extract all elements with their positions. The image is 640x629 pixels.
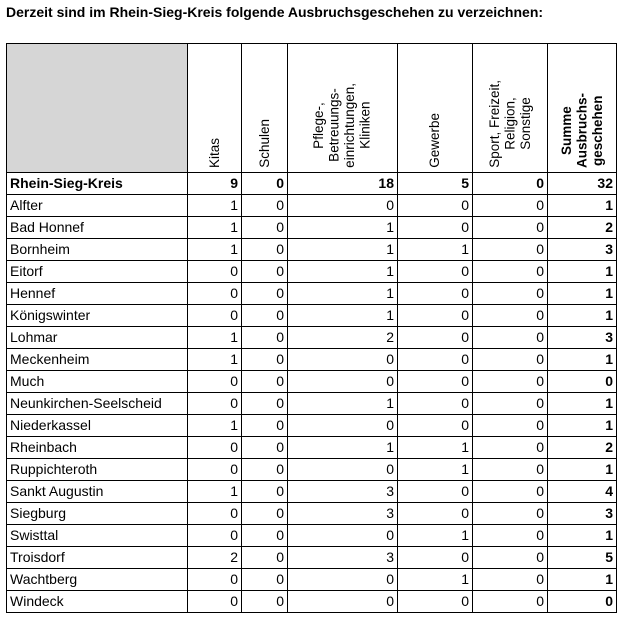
sum-cell: 4	[548, 481, 617, 503]
value-cell: 0	[398, 481, 473, 503]
row-name-cell: Swisttal	[7, 525, 188, 547]
header-row	[7, 44, 617, 173]
row-name-cell: Alfter	[7, 195, 188, 217]
value-cell: 1	[288, 393, 398, 415]
value-cell: 0	[398, 305, 473, 327]
value-cell: 0	[398, 503, 473, 525]
header-label: Gewerbe	[427, 113, 443, 168]
value-cell: 0	[242, 415, 288, 437]
value-cell: 0	[473, 173, 548, 195]
value-cell: 1	[188, 195, 242, 217]
table-row	[7, 437, 617, 459]
value-cell: 0	[398, 261, 473, 283]
value-cell: 1	[288, 437, 398, 459]
value-cell: 0	[473, 371, 548, 393]
row-name-cell: Lohmar	[7, 327, 188, 349]
row-name-cell: Troisdorf	[7, 547, 188, 569]
sum-cell: 1	[548, 393, 617, 415]
value-cell: 0	[188, 305, 242, 327]
value-cell: 0	[188, 525, 242, 547]
value-cell: 0	[398, 327, 473, 349]
value-cell: 0	[242, 217, 288, 239]
table-row	[7, 591, 617, 613]
table-row	[7, 283, 617, 305]
value-cell: 0	[242, 195, 288, 217]
value-cell: 0	[242, 349, 288, 371]
sum-cell: 3	[548, 239, 617, 261]
value-cell: 1	[398, 569, 473, 591]
value-cell: 1	[188, 327, 242, 349]
header-corner-cell	[7, 44, 188, 173]
header-label: Summe Ausbruchs- geschehen	[558, 92, 605, 168]
value-cell: 0	[473, 195, 548, 217]
value-cell: 0	[288, 569, 398, 591]
sum-cell: 3	[548, 503, 617, 525]
value-cell: 0	[473, 261, 548, 283]
table-body	[7, 173, 617, 613]
table-row	[7, 393, 617, 415]
value-cell: 0	[288, 349, 398, 371]
value-cell: 0	[473, 349, 548, 371]
sum-cell: 1	[548, 305, 617, 327]
table-row	[7, 459, 617, 481]
value-cell: 2	[288, 327, 398, 349]
value-cell: 0	[242, 547, 288, 569]
sum-cell: 1	[548, 415, 617, 437]
table-row	[7, 415, 617, 437]
header-label: Schulen	[256, 119, 272, 168]
value-cell: 1	[398, 437, 473, 459]
table-row	[7, 371, 617, 393]
table-row-total	[7, 173, 617, 195]
value-cell: 0	[188, 371, 242, 393]
value-cell: 1	[188, 217, 242, 239]
row-name-cell: Niederkassel	[7, 415, 188, 437]
value-cell: 0	[188, 437, 242, 459]
value-cell: 0	[473, 569, 548, 591]
value-cell: 0	[473, 393, 548, 415]
sum-cell: 2	[548, 217, 617, 239]
row-name-cell: Windeck	[7, 591, 188, 613]
row-name-cell: Meckenheim	[7, 349, 188, 371]
value-cell: 0	[188, 503, 242, 525]
value-cell: 1	[288, 217, 398, 239]
outbreak-table	[6, 43, 617, 613]
table-row	[7, 569, 617, 591]
row-name-cell: Neunkirchen-Seelscheid	[7, 393, 188, 415]
value-cell: 0	[242, 525, 288, 547]
row-name-cell: Königswinter	[7, 305, 188, 327]
value-cell: 0	[473, 415, 548, 437]
sum-cell: 2	[548, 437, 617, 459]
table-row	[7, 481, 617, 503]
value-cell: 0	[188, 393, 242, 415]
row-name-cell: Ruppichteroth	[7, 459, 188, 481]
header-label: Sport, Freizeit, Religion, Sonstige	[486, 80, 533, 168]
sum-cell: 0	[548, 371, 617, 393]
table-row	[7, 261, 617, 283]
value-cell: 0	[288, 371, 398, 393]
page-title: Derzeit sind im Rhein-Sieg-Kreis folgende Ausbruchsgeschehen zu verzeichnen:	[6, 4, 544, 20]
value-cell: 0	[242, 503, 288, 525]
value-cell: 5	[398, 173, 473, 195]
row-name-cell: Siegburg	[7, 503, 188, 525]
value-cell: 0	[242, 327, 288, 349]
sum-cell: 1	[548, 569, 617, 591]
value-cell: 0	[473, 459, 548, 481]
sum-cell: 1	[548, 525, 617, 547]
value-cell: 0	[398, 591, 473, 613]
value-cell: 0	[242, 437, 288, 459]
sum-cell: 0	[548, 591, 617, 613]
value-cell: 0	[288, 459, 398, 481]
value-cell: 0	[242, 591, 288, 613]
header-kitas	[188, 44, 242, 173]
value-cell: 1	[398, 239, 473, 261]
value-cell: 0	[473, 503, 548, 525]
sum-cell: 1	[548, 459, 617, 481]
row-name-cell: Hennef	[7, 283, 188, 305]
value-cell: 0	[188, 569, 242, 591]
value-cell: 0	[398, 195, 473, 217]
header-sport	[473, 44, 548, 173]
row-name-cell: Much	[7, 371, 188, 393]
value-cell: 3	[288, 503, 398, 525]
header-label: Kitas	[206, 137, 222, 168]
value-cell: 0	[242, 305, 288, 327]
value-cell: 3	[288, 481, 398, 503]
value-cell: 0	[242, 261, 288, 283]
value-cell: 0	[473, 437, 548, 459]
value-cell: 0	[288, 591, 398, 613]
value-cell: 0	[188, 459, 242, 481]
header-label: Pflege-, Betreuungs- einrichtungen, Kliniken	[311, 83, 374, 168]
value-cell: 1	[188, 239, 242, 261]
value-cell: 1	[288, 239, 398, 261]
sum-cell: 1	[548, 283, 617, 305]
row-name-cell: Rhein-Sieg-Kreis	[7, 173, 188, 195]
header-gewerbe	[398, 44, 473, 173]
sum-cell: 1	[548, 261, 617, 283]
value-cell: 0	[473, 239, 548, 261]
table-row	[7, 503, 617, 525]
value-cell: 0	[242, 283, 288, 305]
table-row	[7, 195, 617, 217]
value-cell: 1	[398, 459, 473, 481]
value-cell: 9	[188, 173, 242, 195]
table-row	[7, 525, 617, 547]
value-cell: 0	[242, 393, 288, 415]
value-cell: 0	[473, 525, 548, 547]
value-cell: 0	[242, 481, 288, 503]
sum-cell: 32	[548, 173, 617, 195]
row-name-cell: Wachtberg	[7, 569, 188, 591]
value-cell: 0	[188, 591, 242, 613]
value-cell: 2	[188, 547, 242, 569]
table-row	[7, 217, 617, 239]
value-cell: 0	[398, 415, 473, 437]
value-cell: 0	[288, 415, 398, 437]
value-cell: 3	[288, 547, 398, 569]
value-cell: 0	[398, 393, 473, 415]
value-cell: 0	[473, 217, 548, 239]
table-row	[7, 327, 617, 349]
value-cell: 0	[398, 371, 473, 393]
header-schulen	[242, 44, 288, 173]
value-cell: 0	[473, 283, 548, 305]
value-cell: 0	[398, 283, 473, 305]
value-cell: 0	[288, 195, 398, 217]
value-cell: 0	[242, 239, 288, 261]
value-cell: 0	[473, 481, 548, 503]
table-row	[7, 305, 617, 327]
table-row	[7, 239, 617, 261]
header-summe	[548, 44, 617, 173]
row-name-cell: Rheinbach	[7, 437, 188, 459]
value-cell: 1	[288, 283, 398, 305]
value-cell: 0	[473, 305, 548, 327]
value-cell: 1	[288, 305, 398, 327]
value-cell: 0	[242, 459, 288, 481]
value-cell: 0	[242, 569, 288, 591]
row-name-cell: Sankt Augustin	[7, 481, 188, 503]
value-cell: 0	[242, 173, 288, 195]
value-cell: 0	[473, 547, 548, 569]
value-cell: 1	[188, 481, 242, 503]
header-pflege	[288, 44, 398, 173]
table-row	[7, 349, 617, 371]
value-cell: 0	[473, 327, 548, 349]
row-name-cell: Bornheim	[7, 239, 188, 261]
value-cell: 1	[188, 415, 242, 437]
table-row	[7, 547, 617, 569]
value-cell: 0	[242, 371, 288, 393]
value-cell: 0	[398, 349, 473, 371]
sum-cell: 1	[548, 195, 617, 217]
sum-cell: 1	[548, 349, 617, 371]
value-cell: 1	[398, 525, 473, 547]
value-cell: 0	[473, 591, 548, 613]
value-cell: 0	[398, 547, 473, 569]
value-cell: 1	[188, 349, 242, 371]
row-name-cell: Eitorf	[7, 261, 188, 283]
value-cell: 0	[398, 217, 473, 239]
value-cell: 18	[288, 173, 398, 195]
row-name-cell: Bad Honnef	[7, 217, 188, 239]
value-cell: 0	[188, 261, 242, 283]
value-cell: 0	[188, 283, 242, 305]
sum-cell: 5	[548, 547, 617, 569]
sum-cell: 3	[548, 327, 617, 349]
value-cell: 1	[288, 261, 398, 283]
value-cell: 0	[288, 525, 398, 547]
